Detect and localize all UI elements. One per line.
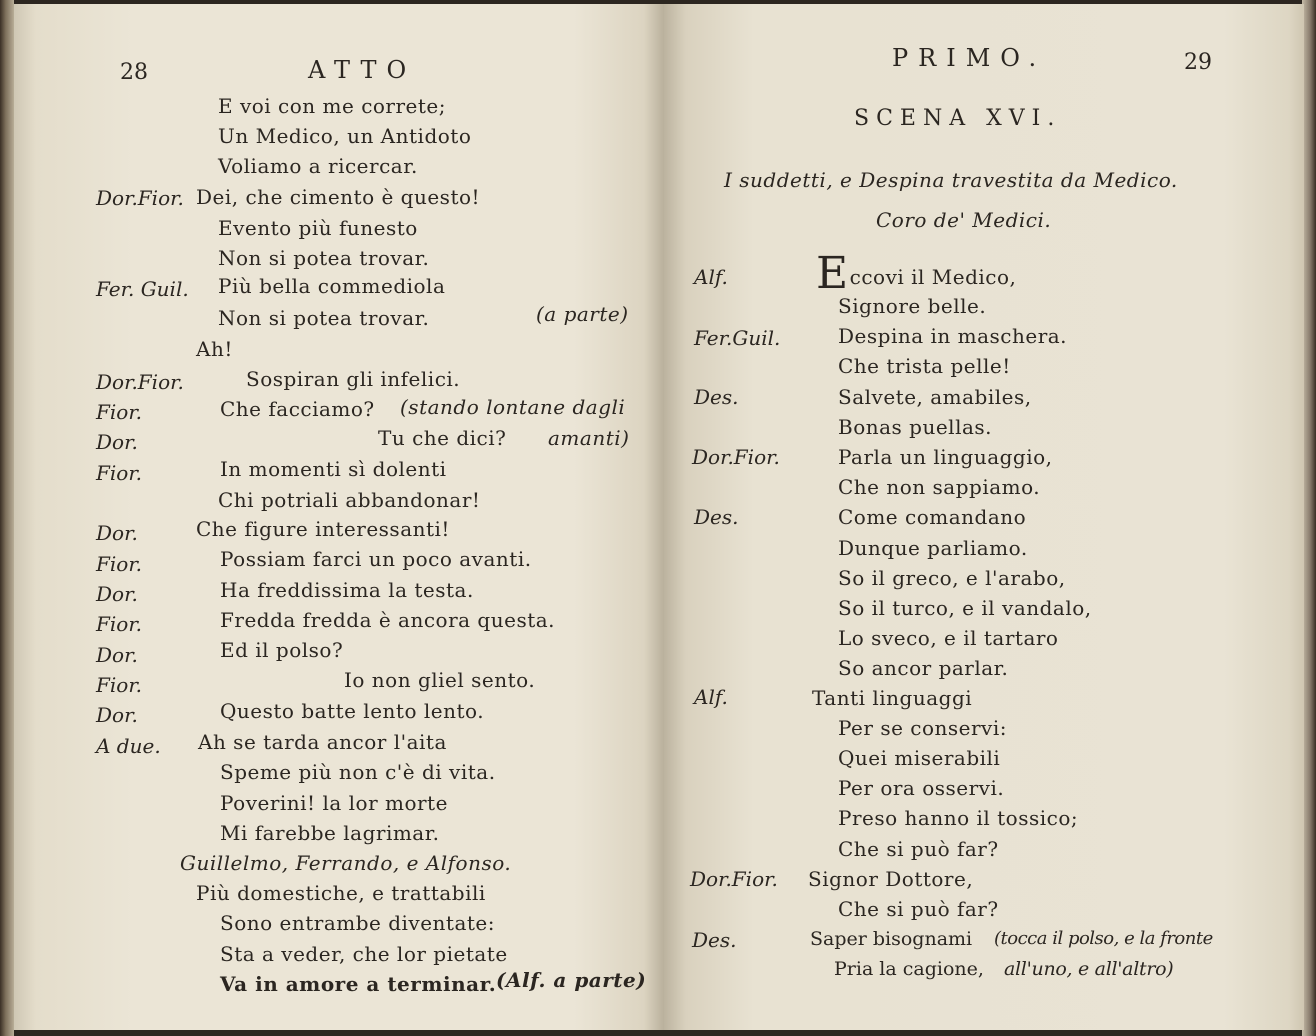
verse-line: Ed il polso? <box>220 638 344 662</box>
verse-line: Che figure interessanti! <box>196 517 450 541</box>
verse-line: Pria la cagione, <box>834 958 984 980</box>
verse-line: Mi farebbe lagrimar. <box>220 821 440 845</box>
speaker-label: Fior. <box>96 552 143 576</box>
verse-line: Che facciamo? <box>220 397 375 421</box>
speaker-label: Fer. Guil. <box>96 277 189 301</box>
verse-line: Non si potea trovar. <box>218 246 430 270</box>
verse-line: Sta a veder, che lor pietate <box>220 942 508 966</box>
verse-line: So il turco, e il vandalo, <box>838 596 1092 620</box>
verse-line: Lo sveco, e il tartaro <box>838 626 1059 650</box>
book-edge-left <box>0 0 14 1036</box>
running-head: PRIMO. <box>892 44 1047 72</box>
speaker-label: Alf. <box>694 265 728 289</box>
verse-line: Chi potriali abbandonar! <box>218 488 481 512</box>
left-page <box>14 4 664 1030</box>
stage-direction: (tocca il polso, e la fronte <box>994 928 1213 949</box>
speaker-label: Dor. <box>96 582 138 606</box>
verse-line: Voliamo a ricercar. <box>218 154 418 178</box>
stage-direction: amanti) <box>548 426 630 450</box>
speaker-label: Dor. <box>96 521 138 545</box>
verse-line: Ah se tarda ancor l'aita <box>198 730 447 754</box>
verse-line: Sono entrambe diventate: <box>220 911 496 935</box>
verse-line: Sospiran gli infelici. <box>246 367 461 391</box>
verse-line: Poverini! la lor morte <box>220 791 448 815</box>
verse-line: Non si potea trovar. <box>218 306 430 330</box>
verse-line: Più domestiche, e trattabili <box>196 881 486 905</box>
verse-line: Bonas puellas. <box>838 415 993 439</box>
speaker-label: Dor. <box>96 703 138 727</box>
verse-line: Despina in maschera. <box>838 324 1068 348</box>
drop-cap: E <box>816 248 849 299</box>
verse-line: Fredda fredda è ancora questa. <box>220 608 556 632</box>
verse-line: Evento più funesto <box>218 216 418 240</box>
verse-line: Dei, che cimento è questo! <box>196 185 481 209</box>
stage-direction: Coro de' Medici. <box>876 208 1052 232</box>
speaker-label: Dor.Fior. <box>96 370 184 394</box>
speaker-label: Dor.Fior. <box>692 445 780 469</box>
speaker-label: Des. <box>692 928 737 952</box>
verse-line: Preso hanno il tossico; <box>838 806 1079 830</box>
page-number: 29 <box>1184 50 1212 75</box>
speaker-label: Fer.Guil. <box>694 326 781 350</box>
speaker-label: Dor.Fior. <box>690 867 778 891</box>
speaker-label: Fior. <box>96 461 143 485</box>
book-edge-right <box>1302 0 1316 1036</box>
speaker-label: Alf. <box>694 685 728 709</box>
verse-line: E voi con me correte; <box>218 94 446 118</box>
verse-line: Signore belle. <box>838 294 987 318</box>
verse-line: Ha freddissima la testa. <box>220 578 474 602</box>
verse-line: So ancor parlar. <box>838 656 1009 680</box>
stage-direction: all'uno, e all'altro) <box>1004 958 1174 980</box>
verse-line: Che non sappiamo. <box>838 475 1041 499</box>
speaker-label: Des. <box>694 505 739 529</box>
verse-line: Eccovi il Medico, <box>816 248 1017 299</box>
speaker-label: Fior. <box>96 400 143 424</box>
verse-line: In momenti sì dolenti <box>220 457 447 481</box>
verse-line: Parla un linguaggio, <box>838 445 1053 469</box>
stage-direction: (Alf. a parte) <box>496 968 647 992</box>
verse-line: Che si può far? <box>838 897 999 921</box>
verse-line: Questo batte lento lento. <box>220 699 485 723</box>
verse-line: Possiam farci un poco avanti. <box>220 547 532 571</box>
speaker-label: Des. <box>694 385 739 409</box>
stage-direction: (stando lontane dagli <box>400 395 626 419</box>
stage-direction: I suddetti, e Despina travestita da Medico. <box>724 168 1178 192</box>
verse-line: Più bella commediola <box>218 274 446 298</box>
verse-line: Speme più non c'è di vita. <box>220 760 496 784</box>
verse-line: Saper bisognami <box>810 928 973 950</box>
speaker-label: Dor. <box>96 643 138 667</box>
verse-line: Va in amore a terminar. <box>220 972 497 996</box>
speaker-label: Dor. <box>96 430 138 454</box>
verse-line: Che si può far? <box>838 837 999 861</box>
speaker-label: Dor.Fior. <box>96 186 184 210</box>
verse-line: Tanti linguaggi <box>812 686 973 710</box>
verse-line: Dunque parliamo. <box>838 536 1028 560</box>
verse-line: Signor Dottore, <box>808 867 974 891</box>
stage-direction: Guillelmo, Ferrando, e Alfonso. <box>180 851 512 875</box>
verse-line: Tu che dici? <box>378 426 507 450</box>
scene-title: SCENA XVI. <box>854 106 1062 131</box>
stage-direction: (a parte) <box>536 302 629 326</box>
verse-line: Quei miserabili <box>838 746 1001 770</box>
page-number: 28 <box>120 60 148 85</box>
verse-line: Per se conservi: <box>838 716 1007 740</box>
verse-line: Come comandano <box>838 505 1027 529</box>
verse-line: Che trista pelle! <box>838 354 1011 378</box>
speaker-label: Fior. <box>96 673 143 697</box>
verse-line: So il greco, e l'arabo, <box>838 566 1066 590</box>
verse-line: Un Medico, un Antidoto <box>218 124 472 148</box>
speaker-label: A due. <box>96 734 161 758</box>
verse-line: Io non gliel sento. <box>344 668 536 692</box>
speaker-label: Fior. <box>96 612 143 636</box>
verse-line: Per ora osservi. <box>838 776 1005 800</box>
verse-line: Salvete, amabiles, <box>838 385 1032 409</box>
right-page <box>664 4 1304 1030</box>
verse-line: Ah! <box>196 337 233 361</box>
running-head: ATTO <box>308 56 417 84</box>
